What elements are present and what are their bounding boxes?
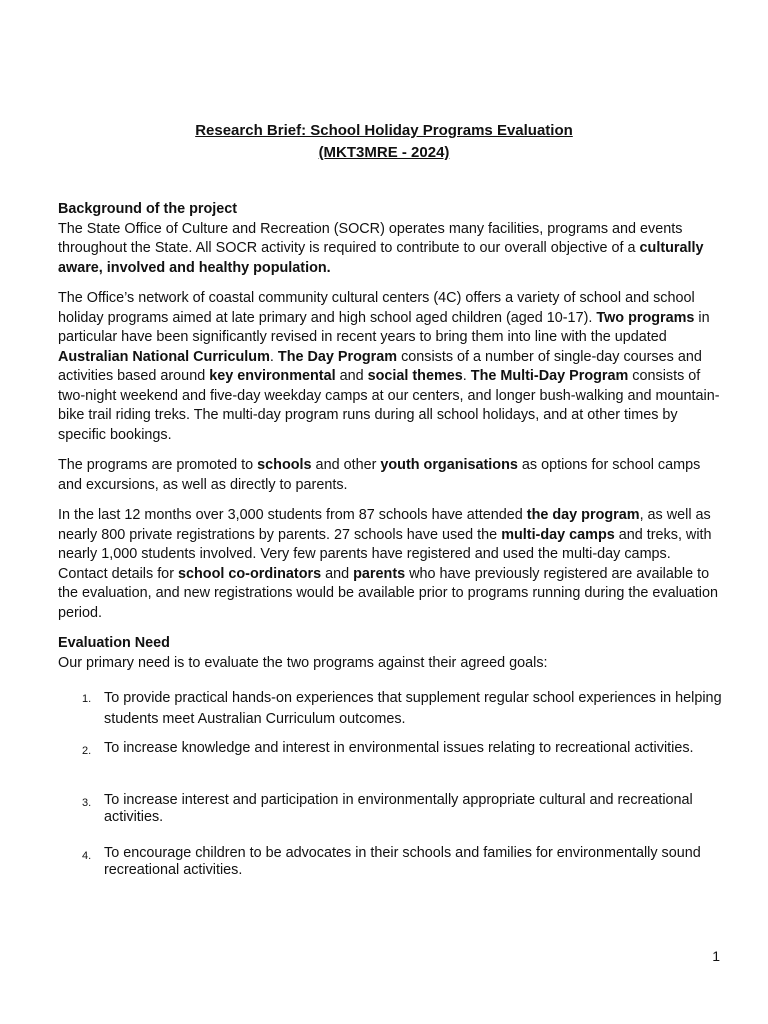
goal-number: 1. — [82, 693, 92, 705]
goal-number: 4. — [82, 850, 92, 862]
goal-text: To encourage children to be advocates in their schools and families for environmentally sound recreational activities. — [104, 845, 701, 878]
goal-text: To increase knowledge and interest in environmental issues relating to recreational activities. — [104, 740, 694, 756]
background-paragraph-1: The State Office of Culture and Recreation (SOCR) operates many facilities, programs and events throughout the State. All SOCR activity is required to contribute to our overall objective of a culturally aware, involved and healthy population. — [58, 220, 704, 276]
evaluation-intro: Our primary need is to evaluate the two programs against their agreed goals: — [58, 654, 548, 671]
background-paragraph-2: The Office’s network of coastal community cultural centers (4C) offers a variety of school and school holiday programs aimed at late primary and high school aged children (aged 10-17). Two programs in particular have been significantly revised in recent years to bring them into line with the updated Australian National Curriculum. The Day Program consists of a number of single-day courses and activities based around key environmental and social themes. The Multi-Day Program consists of two-night weekend and five-day weekday camps at our centers, and longer bush-walking and mountain-bike trail riding treks. The multi-day program runs during all school holidays, and at other times by specific bookings. — [58, 290, 720, 443]
evaluation-section — [58, 634, 724, 673]
background-paragraph-4: In the last 12 months over 3,000 students from 87 schools have attended the day program, as well as nearly 800 private registrations by parents. 27 schools have used the multi-day camps and treks, with nearly 1,000 students involved. Very few parents have registered and used the multi-day camps. Contact details for school co-ordinators and parents who have previously registered are available to the evaluation, and new registrations would be available prior to programs running during the evaluation period. — [58, 507, 718, 621]
background-section — [58, 200, 724, 278]
document-title: Research Brief: School Holiday Programs Evaluation — [195, 122, 573, 139]
background-heading: Background of the project — [58, 201, 238, 217]
goal-number: 2. — [82, 745, 92, 757]
document-subtitle: (MKT3MRE - 2024) — [318, 144, 450, 161]
evaluation-heading: Evaluation Need — [58, 635, 170, 651]
goal-number: 3. — [82, 797, 92, 809]
goal-text: To provide practical hands-on experiences that supplement regular school experiences in helping students meet Australian Curriculum outcomes. — [104, 690, 722, 727]
page-number: 1 — [712, 948, 720, 964]
background-paragraph-3: The programs are promoted to schools and other youth organisations as options for school camps and excursions, as well as directly to parents. — [58, 457, 701, 493]
goal-text: To increase interest and participation in environmentally appropriate cultural and recreational activities. — [104, 792, 693, 825]
